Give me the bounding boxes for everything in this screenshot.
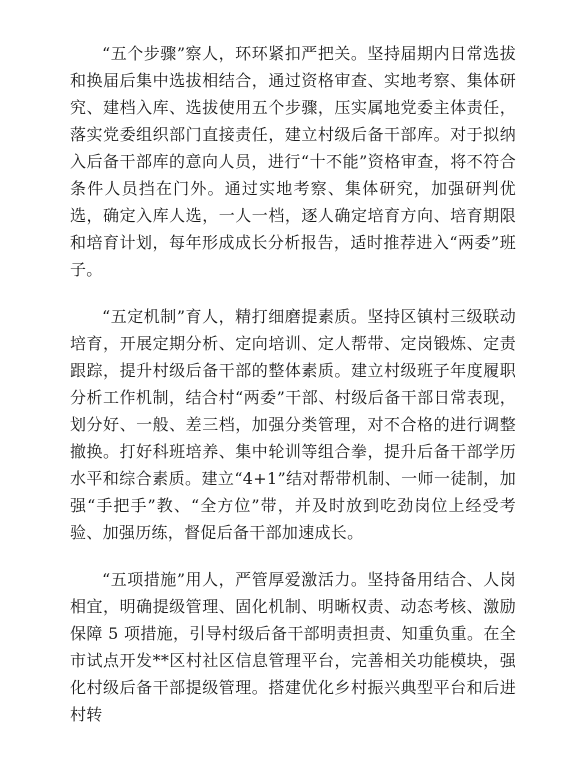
paragraph-five-mechanisms: “五定机制”育人，精打细磨提素质。坚持区镇村三级联动培育，开展定期分析、定向培训、定人帮带、定岗锻炼、定责跟踪，提升村级后备干部的整体素质。建立村级班子年度履职分析工作机制，结合村“两委”干部、村级后备干部日常表现，划分好、一般、差三档，加强分类管理，对不合格的进行调整撤换。打好科班培养、集中轮训等组合拳，提升后备干部学历水平和综合素质。建立“4+1”结对帮带机制、一师一徒制，加强“手把手”教、“全方位”带，并及时放到吃劲岗位上经受考验、加强历练，督促后备干部加速成长。 bbox=[70, 307, 516, 542]
paragraph-five-steps: “五个步骤”察人，环环紧扣严把关。坚持届期内日常选拔和换届后集中选拔相结合，通过资格审查、实地考察、集体研究、建档入库、选拔使用五个步骤，压实属地党委主体责任，落实党委组织部门直接责任，建立村级后备干部库。对于拟纳入后备干部库的意向人员，进行“十不能”资格审查，将不符合条件人员挡在门外。通过实地考察、集体研究，加强研判优选，确定入库人选，一人一档，逐人确定培育方向、培育期限和培育计划，每年形成成长分析报告，适时推荐进入“两委”班子。 bbox=[70, 44, 516, 279]
paragraph-five-measures: “五项措施”用人，严管厚爱激活力。坚持备用结合、人岗相宜，明确提级管理、固化机制、明晰权责、动态考核、激励保障 5 项措施，引导村级后备干部明责担责、知重负重。在全市试点开发**区村社区信息管理平台，完善相关功能模块，强化村级后备干部提级管理。搭建优化乡村振兴典型平台和后进村转 bbox=[70, 570, 516, 724]
